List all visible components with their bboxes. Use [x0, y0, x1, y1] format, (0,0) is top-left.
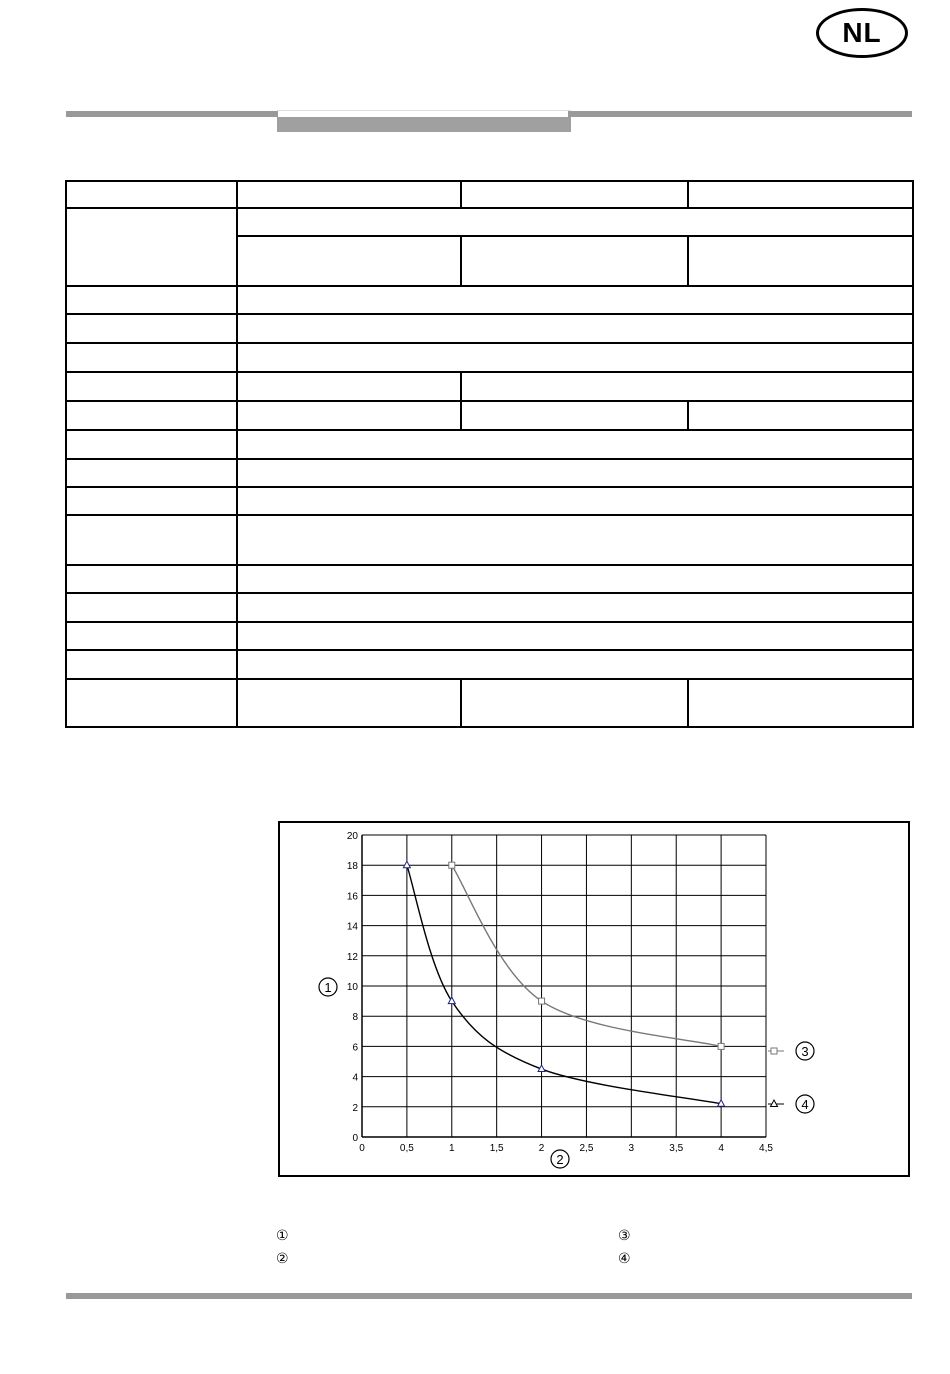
- data-point-square: [718, 1043, 724, 1049]
- x-tick-label: 2,5: [579, 1143, 594, 1154]
- series-3-callout-marker: [771, 1048, 777, 1054]
- table-cell: [237, 236, 461, 286]
- table-row: [66, 286, 913, 314]
- table-row: [66, 372, 913, 401]
- series-3-callout-label: 3: [801, 1044, 809, 1059]
- table-cell: [66, 430, 237, 459]
- y-tick-label: 2: [352, 1102, 358, 1114]
- table-cell: [66, 208, 237, 286]
- y-tick-label: 0: [352, 1133, 358, 1144]
- table-row: [66, 208, 913, 236]
- table-row: [66, 430, 913, 459]
- table-cell: [237, 430, 913, 459]
- table-cell: [66, 181, 237, 208]
- table-row: [66, 181, 913, 208]
- table-cell: [461, 181, 688, 208]
- x-tick-label: 1: [448, 1143, 455, 1154]
- language-badge: [816, 8, 908, 58]
- y-tick-label: 10: [346, 982, 358, 993]
- header-rule-left: [66, 111, 278, 117]
- header-tab-bar: [277, 117, 571, 132]
- table-cell: [66, 679, 237, 727]
- legend-item-2: ②: [276, 1251, 289, 1267]
- y-tick-label: 18: [346, 861, 358, 873]
- series-4-callout-marker: [771, 1100, 778, 1107]
- footer-rule: [66, 1293, 912, 1299]
- y-tick-label: 8: [352, 1012, 358, 1024]
- table-cell: [688, 679, 913, 727]
- table-cell: [237, 565, 913, 593]
- table-cell: [237, 372, 461, 401]
- table-cell: [66, 515, 237, 565]
- table-cell: [461, 236, 688, 286]
- y-axis-callout-label: 1: [324, 980, 332, 995]
- table-row: [66, 565, 913, 593]
- table-cell: [237, 459, 913, 487]
- y-tick-label: 6: [352, 1042, 358, 1054]
- table-cell: [66, 459, 237, 487]
- chart-frame: [278, 821, 910, 1177]
- series-4-callout-label: 4: [801, 1097, 809, 1112]
- table-row: [66, 515, 913, 565]
- table-cell: [688, 236, 913, 286]
- table-row: [66, 459, 913, 487]
- table-cell: [66, 487, 237, 515]
- language-badge-label: NL: [842, 17, 882, 48]
- x-tick-label: 0,5: [399, 1143, 414, 1154]
- table-cell: [237, 593, 913, 622]
- table-cell: [237, 679, 461, 727]
- table-cell: [237, 401, 461, 430]
- table-cell: [66, 314, 237, 343]
- table-cell: [237, 487, 913, 515]
- table-cell: [237, 314, 913, 343]
- table-cell: [688, 181, 913, 208]
- data-point-square: [449, 862, 455, 868]
- x-tick-label: 1,5: [489, 1143, 504, 1154]
- x-tick-label: 3,5: [669, 1143, 684, 1154]
- x-axis-callout-label: 2: [556, 1152, 564, 1167]
- x-tick-label: 4,5: [759, 1143, 773, 1154]
- series-line: [407, 865, 721, 1104]
- y-tick-label: 12: [346, 951, 358, 963]
- y-tick-label: 4: [352, 1072, 358, 1084]
- legend-item-4: ④: [618, 1251, 631, 1267]
- specifications-table: [65, 180, 914, 728]
- x-tick-label: 2: [538, 1143, 545, 1154]
- table-row: [66, 622, 913, 650]
- table-row: [66, 401, 913, 430]
- table-row: [66, 343, 913, 372]
- y-tick-label: 16: [346, 891, 358, 903]
- x-tick-label: 0: [359, 1143, 365, 1154]
- table-cell: [66, 401, 237, 430]
- header-tab-top-line: [277, 110, 571, 111]
- x-tick-label: 3: [628, 1143, 635, 1154]
- table-cell: [237, 515, 913, 565]
- table-row: [66, 650, 913, 679]
- table-cell: [237, 181, 461, 208]
- table-cell: [66, 343, 237, 372]
- table-cell: [237, 650, 913, 679]
- table-cell: [237, 208, 913, 236]
- table-cell: [237, 622, 913, 650]
- table-row: [66, 679, 913, 727]
- table-cell: [66, 565, 237, 593]
- table-cell: [66, 372, 237, 401]
- table-cell: [461, 679, 688, 727]
- table-row: [66, 314, 913, 343]
- table-row: [66, 487, 913, 515]
- table-cell: [237, 286, 913, 314]
- table-cell: [66, 593, 237, 622]
- table-cell: [688, 401, 913, 430]
- data-point-square: [539, 998, 545, 1004]
- y-tick-label: 14: [346, 921, 358, 933]
- x-tick-label: 4: [718, 1143, 724, 1154]
- legend-item-3: ③: [618, 1228, 631, 1244]
- table-cell: [461, 372, 913, 401]
- y-tick-label: 20: [346, 831, 358, 842]
- table-cell: [461, 401, 688, 430]
- header-rule-right: [568, 111, 912, 117]
- legend-item-1: ①: [276, 1228, 289, 1244]
- table-row: [66, 593, 913, 622]
- table-cell: [237, 343, 913, 372]
- data-point-triangle: [403, 861, 410, 868]
- line-chart: [280, 823, 912, 1179]
- table-cell: [66, 286, 237, 314]
- table-cell: [66, 650, 237, 679]
- table-cell: [66, 622, 237, 650]
